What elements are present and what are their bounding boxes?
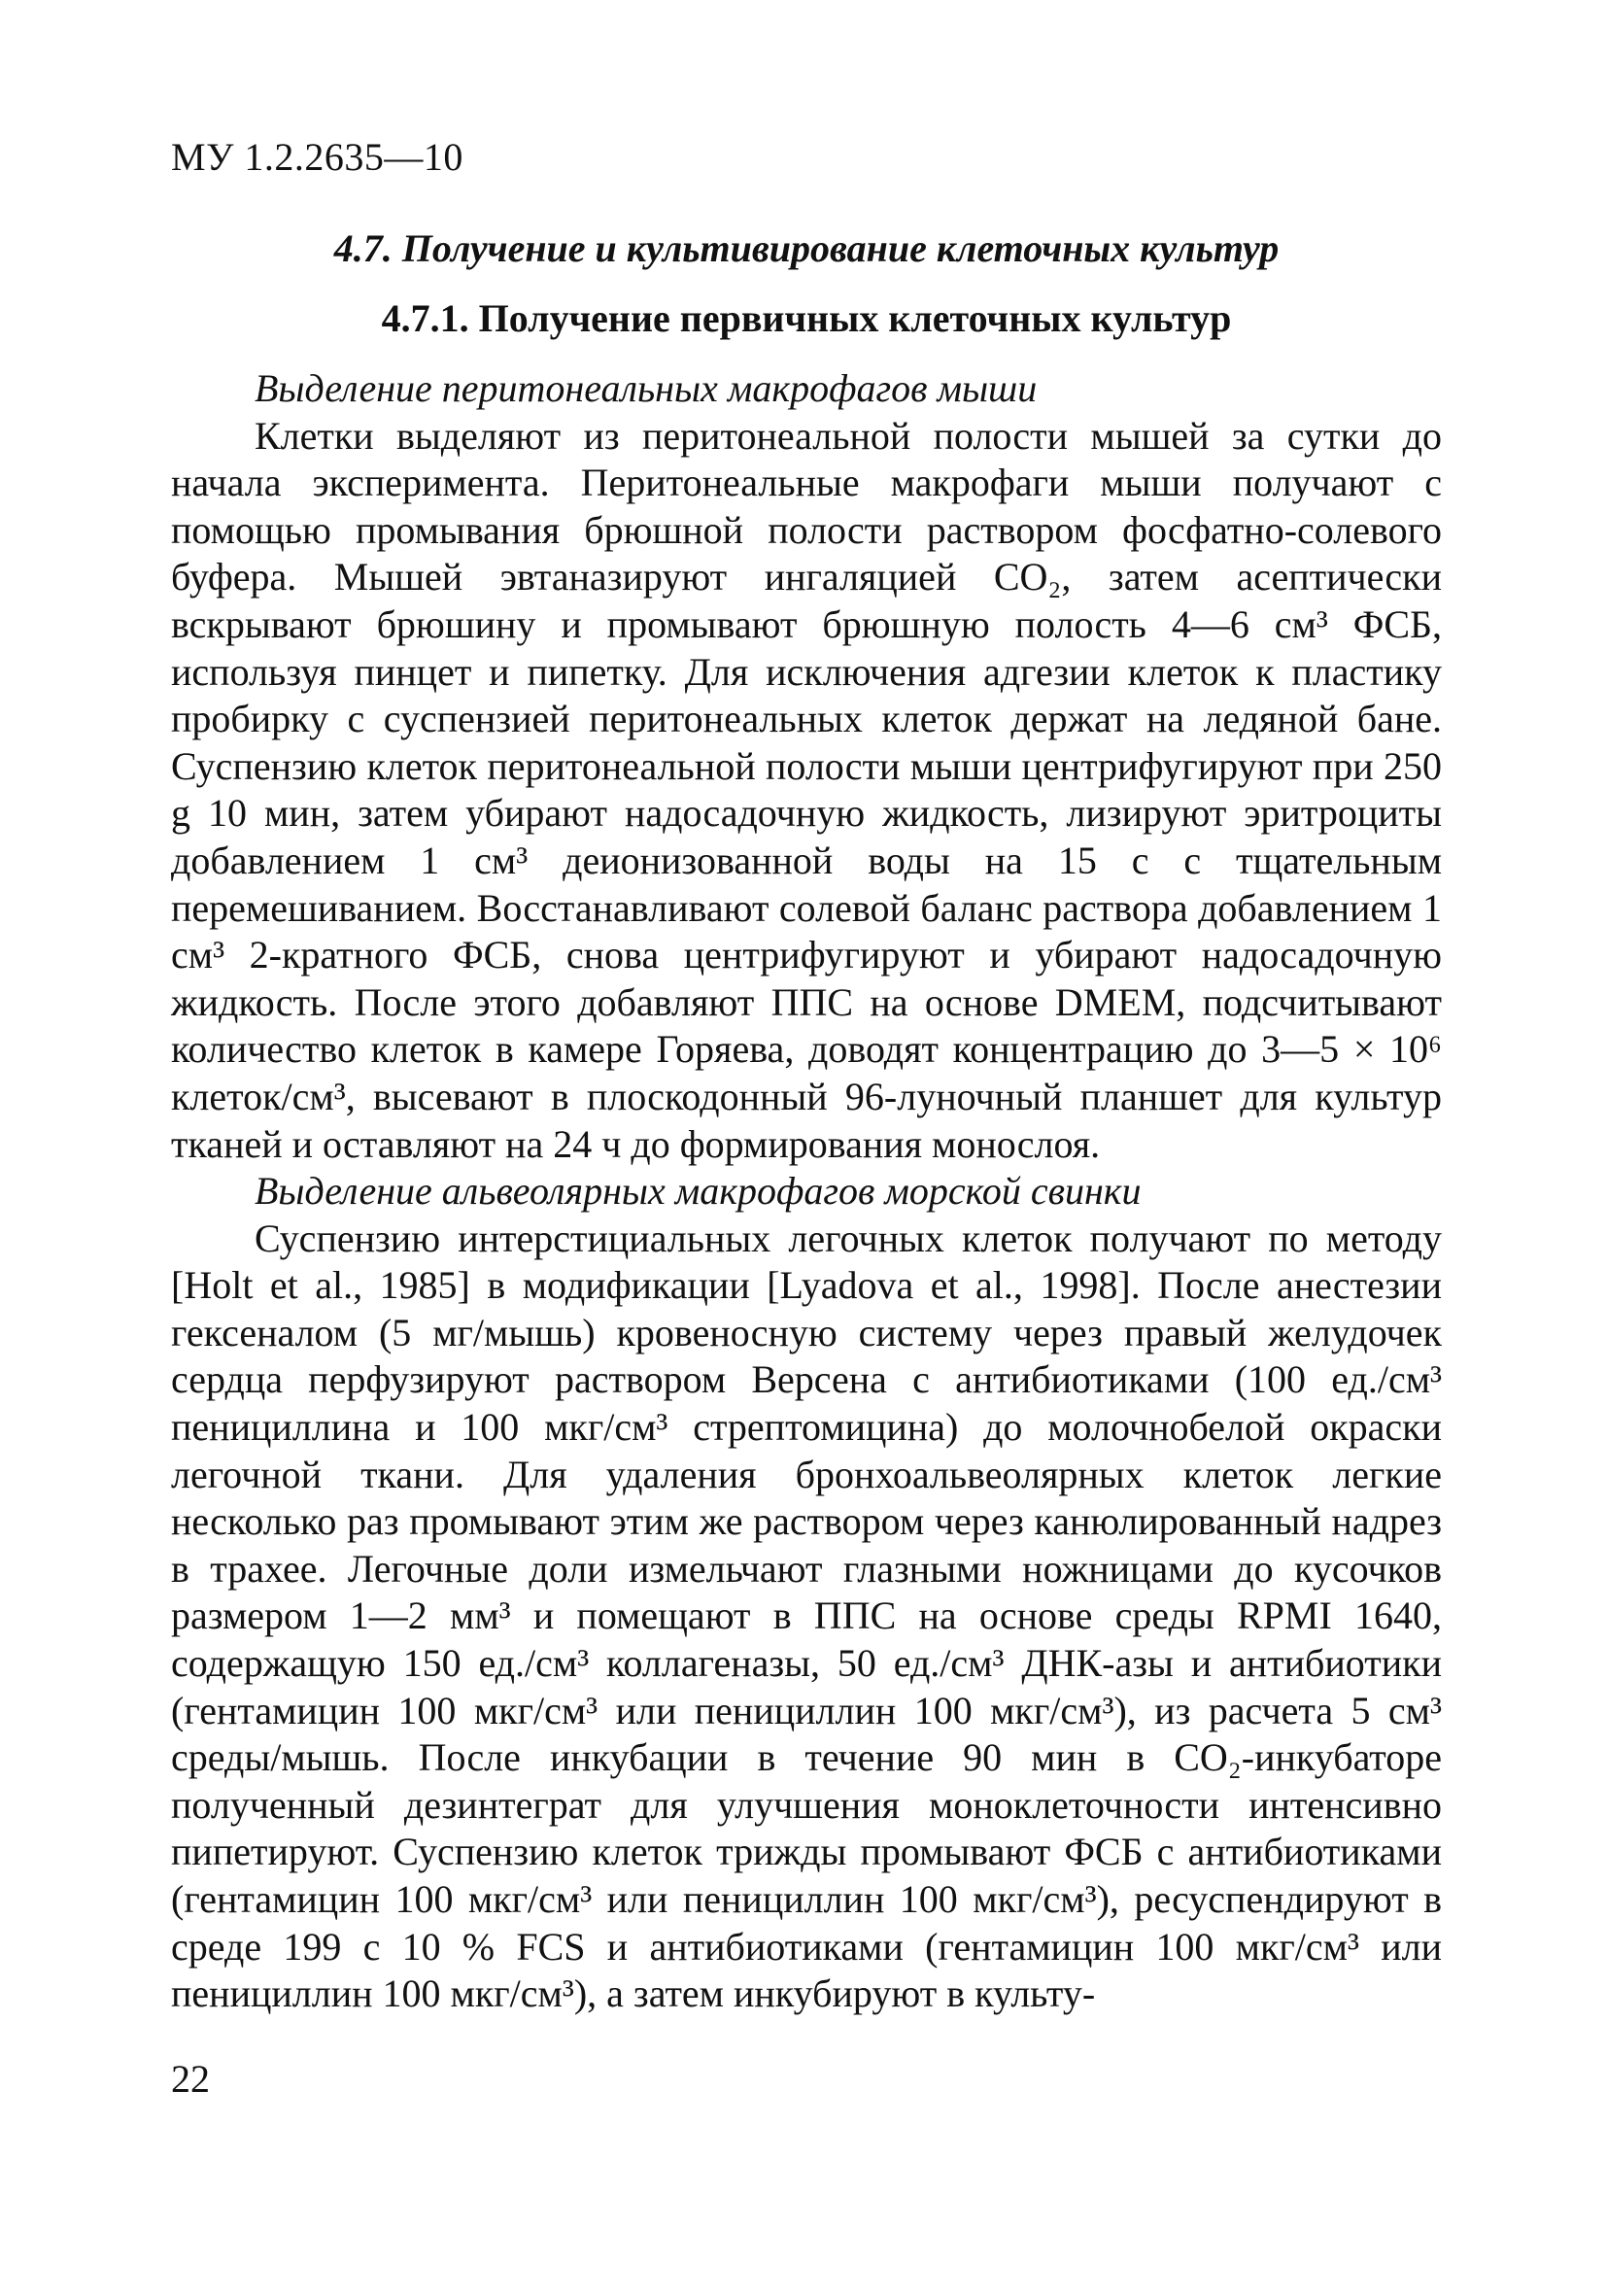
subhead-alveolar-macrophages: Выделение альвеолярных макрофагов морской свинки xyxy=(255,1169,1142,1214)
body-text xyxy=(171,365,1442,2018)
subsection-title: 4.7.1. Получение первичных клеточных культур xyxy=(381,296,1232,340)
subhead-peritoneal-macrophages: Выделение перитонеальных макрофагов мыши xyxy=(255,366,1038,410)
paragraph-peritoneal-procedure: Клетки выделяют из перитонеальной полости мышей за сутки до начала эксперимента. Перитонеальные макрофаги мыши получают с помощью промывания брюшной полости раствором фосфатно-солевого буфера. Мышей эвтаназируют ингаляцией CO₂, затем асептически вскрывают брюшину и промывают брюшную полость 4—6 см³ ФСБ, используя пинцет и пипетку. Для исключения адгезии клеток к пластику пробирку с суспензией перитонеальных клеток держат на ледяной бане. Суспензию клеток перитонеальной полости мыши центрифугируют при 250 g 10 мин, затем убирают надосадочную жидкость, лизируют эритроциты добавлением 1 см³ деионизованной воды на 15 с с тщательным перемешиванием. Восстанавливают солевой баланс раствора добавлением 1 см³ 2-кратного ФСБ, снова центрифугируют и убирают надосадочную жидкость. После этого добавляют ППС на основе DMEM, подсчитывают количество клеток в камере Горяева, доводят концентрацию до 3—5 × 10⁶ клеток/см³, высевают в плоскодонный 96-луночный планшет для культур тканей и оставляют на 24 ч до формирования монослоя. xyxy=(171,413,1442,1166)
paragraph-alveolar-procedure: Суспензию интерстициальных легочных клеток получают по методу [Holt et al., 1985] в модификации [Lyadova et al., 1998]. После анестезии гексеналом (5 мг/мышь) кровеносную систему через правый желудочек сердца перфузируют раствором Версена с антибиотиками (100 ед./см³ пенициллина и 100 мкг/см³ стрептомицина) до молочнобелой окраски легочной ткани. Для удаления бронхоальвеолярных клеток легкие несколько раз промывают этим же раствором через канюлированный надрез в трахее. Легочные доли измельчают глазными ножницами до кусочков размером 1—2 мм³ и помещают в ППС на основе среды RPMI 1640, содержащую 150 ед./см³ коллагеназы, 50 ед./см³ ДНК-азы и антибиотики (гентамицин 100 мкг/см³ или пенициллин 100 мкг/см³), из расчета 5 см³ среды/мышь. После инкубации в течение 90 мин в CO₂-инкубаторе полученный дезинтеграт для улучшения моноклеточности интенсивно пипетируют. Суспензию клеток трижды промывают ФСБ с антибиотиками (гентамицин 100 мкг/см³ или пенициллин 100 мкг/см³), ресуспендируют в среде 199 с 10 % FCS и антибиотиками (гентамицин 100 мкг/см³ или пенициллин 100 мкг/см³), а затем инкубируют в культу- xyxy=(171,1216,1442,2016)
page-number: 22 xyxy=(171,2057,210,2101)
section-title: 4.7. Получение и культивирование клеточных культур xyxy=(333,226,1280,270)
document-code: МУ 1.2.2635—10 xyxy=(171,135,463,179)
